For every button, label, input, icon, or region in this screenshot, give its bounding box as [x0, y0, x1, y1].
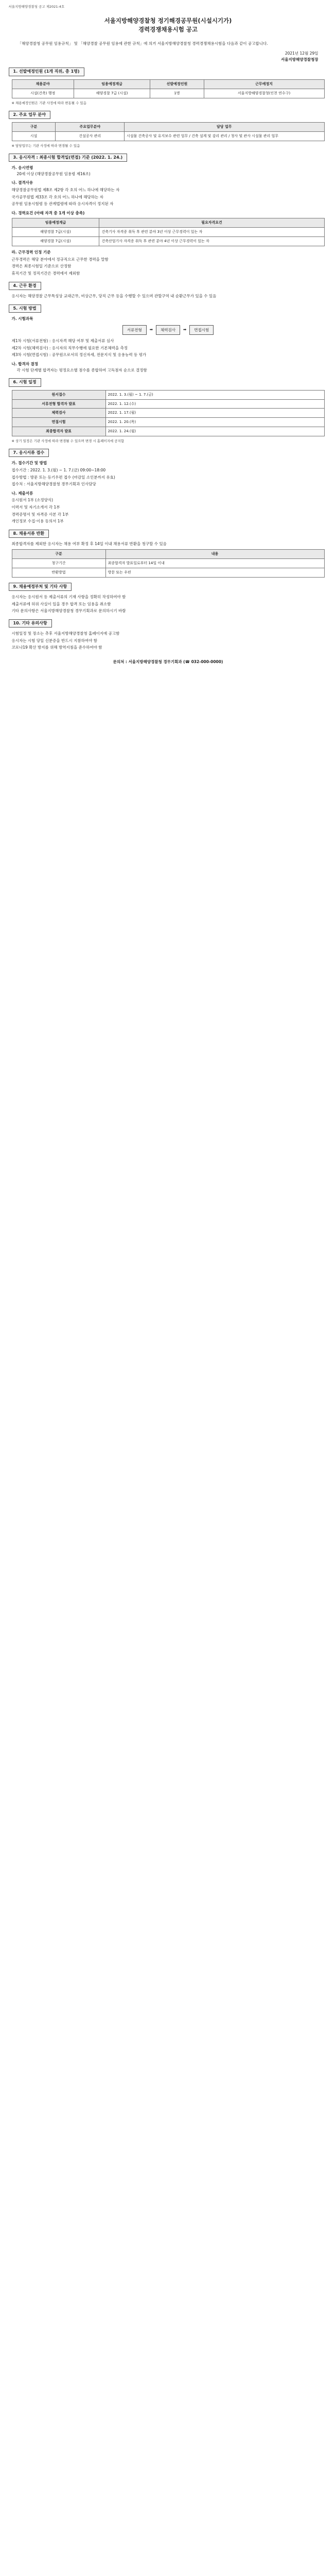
- documents-heading: 나. 제출서류: [11, 490, 33, 496]
- experience-req-heading: 다. 경력요건 (아래 자격 중 1개 이상 충족): [11, 210, 85, 215]
- list-item: 국가공무원법 제33조 각 호의 어느 하나에 해당하는 자: [11, 194, 103, 199]
- section-8-text: 최종합격자를 제외한 응시자는 채용 여부 확정 후 14일 이내 채용서류 반환을 청구할 수 있음: [11, 541, 167, 547]
- list-item: 경력은 최종시험일 기준으로 산정함: [11, 264, 72, 269]
- list-item: 응시자는 응시원서 등 제출서류의 기재 사항을 정확히 작성하여야 함: [11, 594, 126, 599]
- section-9: [9, 583, 328, 614]
- table-row: [12, 558, 324, 568]
- arrow-right-icon: ➡: [183, 327, 187, 332]
- experience-criteria-heading: 라. 근무경력 인정 기준: [11, 250, 51, 255]
- section-1-table: [12, 79, 325, 98]
- section-4-heading: 4. 근무 환경: [9, 282, 41, 290]
- table-row: [12, 427, 324, 436]
- section-10-heading: 10. 기타 유의사항: [9, 619, 52, 628]
- application-period-heading: 가. 접수기간 및 방법: [11, 461, 47, 466]
- section-8: [9, 530, 328, 578]
- list-item: 경력증명서 및 자격증 사본 각 1부: [11, 512, 69, 517]
- age-text: 20세 이상 (해양경찰공무원 임용령 제16조): [16, 171, 91, 176]
- table-cell: 최종합격자 발표일로부터 14일 이내: [105, 558, 324, 568]
- flow-step: 면접시험: [189, 325, 214, 335]
- table-header: 임용예정계급: [74, 79, 150, 89]
- section-2-table: [12, 122, 325, 141]
- table-cell: 건설공사 관리: [56, 131, 125, 141]
- table-header: 구분: [12, 550, 105, 559]
- list-item: 해양경찰공무원법 제8조 제2항 각 호의 어느 하나에 해당하는 자: [11, 187, 120, 192]
- notice-document: [9, 0, 328, 677]
- list-item: 시험일정 및 장소는 추후 서울지방해양경찰청 홈페이지에 공고함: [11, 631, 120, 636]
- list-item: 이력서 및 자기소개서 각 1부: [11, 505, 60, 510]
- table-header: 주요업무분야: [56, 122, 125, 131]
- date-block: [9, 50, 319, 62]
- section-2-heading: 2. 주요 업무 분야: [9, 111, 50, 119]
- page-title: [9, 16, 328, 35]
- section-6-note: ※ 상기 일정은 기관 사정에 따라 변경될 수 있으며 변경 시 홈페이지에 공지함: [11, 438, 125, 443]
- table-cell: 청구기간: [12, 558, 105, 568]
- table-row: [12, 228, 324, 237]
- section-2-note: ※ 담당업무는 기관 사정에 따라 변경될 수 있음: [11, 143, 80, 148]
- experience-criteria-list: [12, 257, 325, 277]
- exam-flow: [12, 325, 325, 335]
- table-header: 임용예정계급: [12, 218, 99, 228]
- section-10: [9, 619, 328, 665]
- table-cell: 방문 또는 우편: [105, 568, 324, 577]
- table-row: [12, 418, 324, 427]
- section-8-table: [12, 549, 325, 578]
- list-item: 제출서류에 허위 사실이 있을 경우 합격 또는 임용을 취소함: [11, 601, 111, 606]
- age-heading: 가. 응시연령: [11, 165, 33, 171]
- table-cell: 2022. 1. 24.(월): [105, 427, 324, 436]
- list-item: 코로나19 확산 방지를 위해 방역지침을 준수하여야 함: [11, 645, 102, 650]
- section-6-heading: 6. 시험 일정: [9, 378, 41, 386]
- table-cell: 반환방법: [12, 568, 105, 577]
- table-cell: 2022. 1. 20.(목): [105, 418, 324, 427]
- table-cell: 2022. 1. 12.(수): [105, 399, 324, 409]
- section-1-note: ※ 채용예정인원은 기관 사정에 따라 변동될 수 있음: [11, 100, 86, 105]
- table-row: [12, 237, 324, 246]
- notice-number: 서울지방해양경찰청 공고 제2021-4호: [8, 5, 65, 9]
- list-item: 기타 문의사항은 서울지방해양경찰청 경무기획과로 문의하시기 바람: [11, 608, 126, 614]
- list-item: 공무원 임용시험령 등 관계법령에 따라 응시자격이 정지된 자: [11, 201, 114, 207]
- pass-decision-text: 각 시험 단계별 합격자는 평정요소별 점수를 종합하여 고득점자 순으로 결정함: [16, 367, 147, 372]
- flow-step: 체력검사: [156, 325, 180, 335]
- issuer: 서울지방해양경찰청장: [281, 57, 319, 62]
- section-9-heading: 9. 채용예정부처 및 기타 사항: [9, 583, 72, 591]
- list-item: 휴직기간 및 정직기간은 경력에서 제외함: [11, 270, 80, 276]
- table-cell: 건축기사 자격증 취득 후 관련 분야 3년 이상 근무경력이 있는 자: [99, 228, 324, 237]
- section-6: [9, 378, 328, 444]
- table-cell: 해양경찰 7급 (시설): [74, 89, 150, 98]
- list-item: 제1차 시험(서류전형) : 응시자격 해당 여부 및 제출서류 심사: [11, 338, 114, 344]
- section-10-list: [12, 631, 325, 651]
- section-7-heading: 7. 응시서류 접수: [9, 449, 49, 457]
- pass-decision-heading: 나. 합격자 결정: [11, 362, 39, 367]
- table-row: [12, 131, 324, 141]
- table-cell: 시설: [12, 131, 56, 141]
- exam-items-list: [12, 338, 325, 358]
- table-row: [12, 89, 324, 98]
- arrow-right-icon: ➡: [149, 327, 153, 332]
- section-1-heading: 1. 선발예정인원 (1개 직위, 총 1명): [9, 67, 84, 76]
- table-header: 근무예정지: [204, 79, 324, 89]
- table-cell: 최종합격자 발표: [12, 427, 105, 436]
- disqualification-heading: 나. 결격사유: [11, 180, 33, 185]
- notice-date: 2021년 12월 29일: [285, 51, 319, 56]
- title-line-1: 서울지방해양경찰청 정기해경공무원(시설시기가): [104, 17, 232, 25]
- table-cell: 서류전형 합격자 발표: [12, 399, 105, 409]
- schedule-table: [12, 390, 325, 436]
- table-cell: 체력검사: [12, 409, 105, 418]
- table-row: [12, 568, 324, 577]
- list-item: 근무경력은 해당 분야에서 정규직으로 근무한 경력을 말함: [11, 257, 109, 262]
- table-header: 구분: [12, 122, 56, 131]
- list-item: 응시자는 시험 당일 신분증을 반드시 지참하여야 함: [11, 638, 97, 643]
- section-1: [9, 67, 328, 105]
- table-header: 채용분야: [12, 79, 74, 89]
- section-3-heading: 3. 응시자격 : 최종시험 합격일(면접) 기준 (2022. 1. 24.): [9, 154, 128, 162]
- list-item: 제3차 시험(면접시험) : 공무원으로서의 정신자세, 전문지식 및 응용능력 등 평가: [11, 352, 147, 358]
- list-item: 접수처 : 서울지방해양경찰청 경무기획과 인사담당: [11, 482, 96, 487]
- list-item: 제2차 시험(체력검사) : 응시자의 직무수행에 필요한 기본체력을 측정: [11, 345, 128, 350]
- table-header: 필요자격요건: [99, 218, 324, 228]
- table-cell: 원서접수: [12, 390, 105, 399]
- table-cell: 1명: [150, 89, 204, 98]
- exam-subjects-heading: 가. 시험과목: [11, 316, 33, 321]
- section-7: [9, 449, 328, 524]
- table-header: 내용: [105, 550, 324, 559]
- list-item: 개인정보 수집·이용 동의서 1부: [11, 519, 64, 524]
- table-row: [12, 399, 324, 409]
- table-cell: 건축산업기사 자격증 취득 후 관련 분야 4년 이상 근무경력이 있는 자: [99, 237, 324, 246]
- application-list: [12, 467, 325, 487]
- table-header: 선발예정인원: [150, 79, 204, 89]
- table-cell: 2022. 1. 17.(월): [105, 409, 324, 418]
- contact-info: 문의처 : 서울지방해양경찰청 경무기획과 (☎ 032-000-0000): [113, 659, 223, 665]
- table-cell: 2022. 1. 3.(월) ~ 1. 7.(금): [105, 390, 324, 399]
- table-cell: 면접시험: [12, 418, 105, 427]
- table-cell: 해양경찰 7급(시설): [12, 228, 99, 237]
- list-item: 접수기간 : 2022. 1. 3.(월) ~ 1. 7.(금) 09:00~18:00: [11, 467, 106, 472]
- section-5: [9, 304, 328, 374]
- section-8-heading: 8. 채용서류 반환: [9, 530, 49, 538]
- table-cell: 시설(건축) 행정: [12, 89, 74, 98]
- table-header: 담당 업무: [125, 122, 325, 131]
- section-3: [9, 154, 328, 277]
- table-row: [12, 390, 324, 399]
- table-cell: 서울지방해양경찰청(인천 연수구): [204, 89, 324, 98]
- table-cell: 시설물 건축공사 및 유지보수 관련 업무 / 건축 설계 및 감리 관리 / 청사 및 관사 시설물 관리 업무: [125, 131, 325, 141]
- list-item: 접수방법 : 방문 또는 등기우편 접수 (마감일 소인분까지 유효): [11, 474, 115, 480]
- documents-list: [12, 497, 325, 524]
- table-row: [12, 409, 324, 418]
- section-2: [9, 111, 328, 148]
- flow-step: 서류전형: [122, 325, 147, 335]
- section-4-text: 응시자는 해양경찰 근무특성상 교대근무, 비상근무, 당직 근무 등을 수행할 수 있으며 관할구역 내 순환근무가 있을 수 있음: [11, 293, 217, 298]
- intro-text: 「해양경찰청 공무원 임용규칙」 및 「해양경찰 공무원 임용에 관한 규칙」에 의거 서울지방해양경찰청 경력경쟁채용시험을 다음과 같이 공고합니다.: [17, 41, 268, 46]
- table-cell: 해양경찰 7급(시설): [12, 237, 99, 246]
- section-9-list: [12, 594, 325, 614]
- title-line-2: 경력경쟁채용시험 공고: [138, 26, 198, 33]
- section-3-table: [12, 218, 325, 246]
- section-5-heading: 5. 시험 방법: [9, 304, 41, 313]
- section-4: [9, 282, 328, 299]
- list-item: 응시원서 1부 (소정양식): [11, 498, 54, 503]
- disqualification-list: [12, 187, 325, 207]
